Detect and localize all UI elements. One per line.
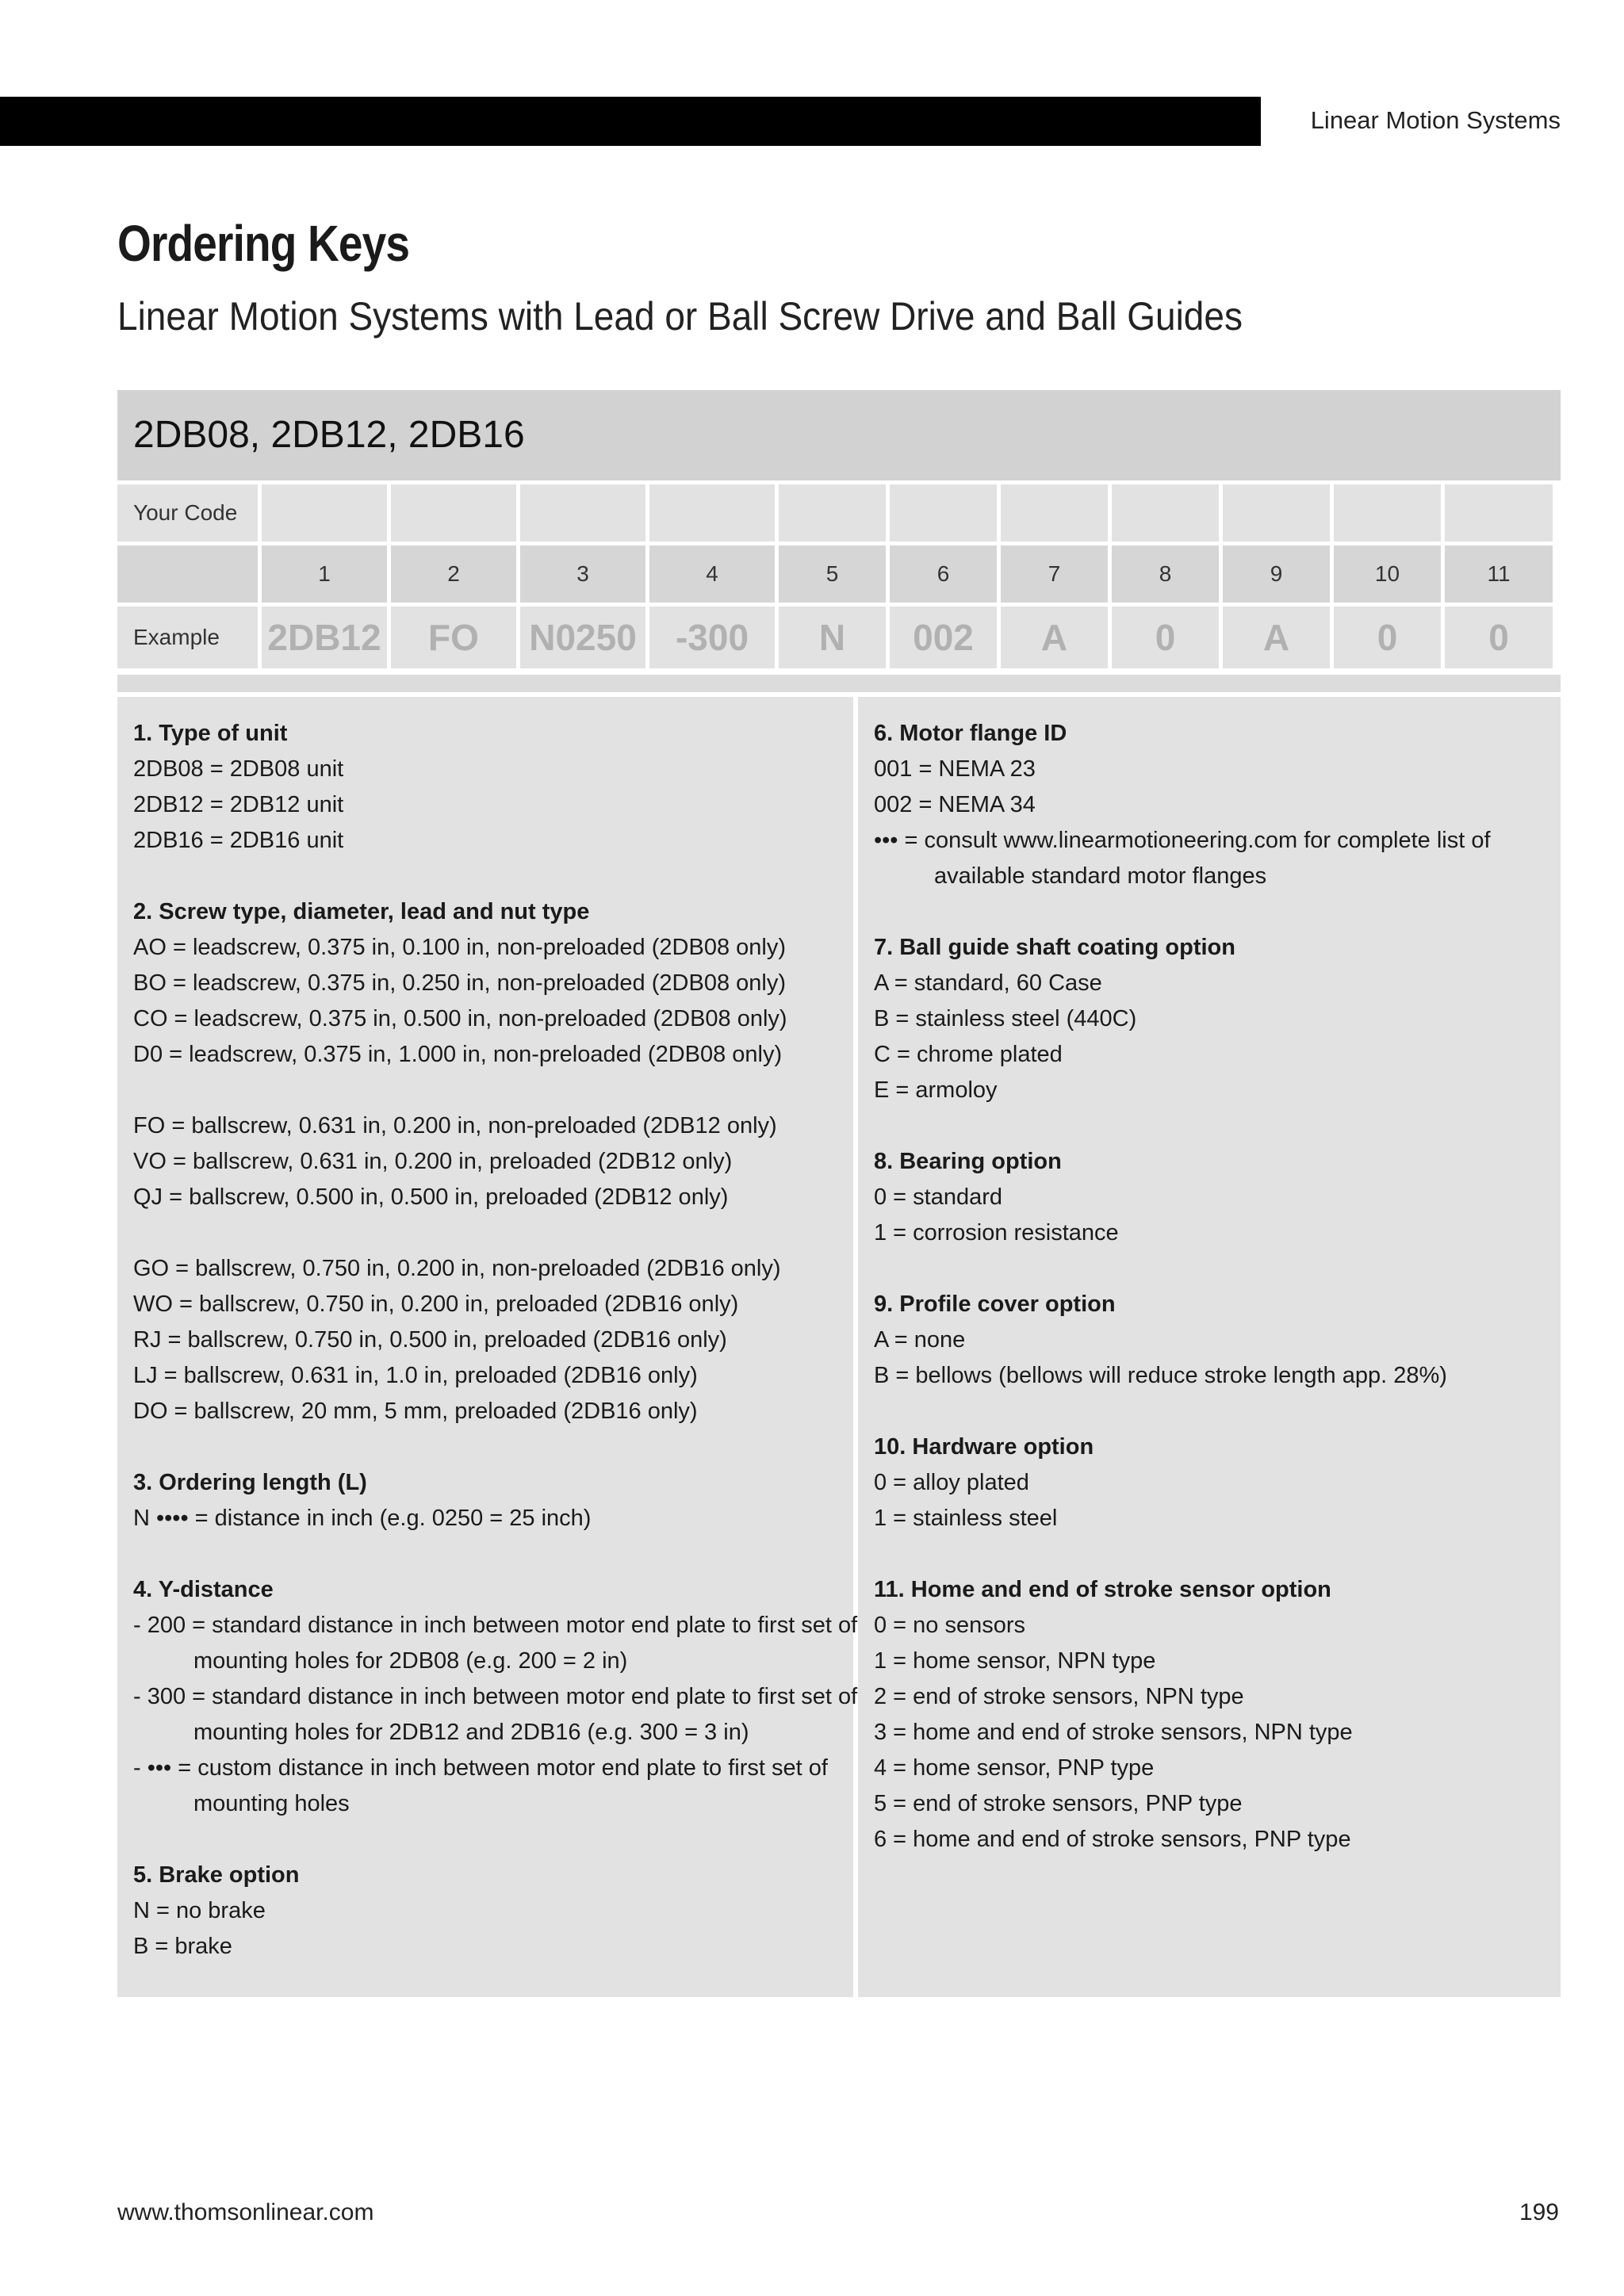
position-number: 3	[520, 545, 645, 603]
option-line: 0 = no sensors	[874, 1613, 1026, 1638]
option-line: B = stainless steel (440C)	[874, 1006, 1137, 1031]
example-code-value: FO	[391, 607, 516, 668]
key-section	[874, 1144, 1546, 1251]
option-line: 002 = NEMA 34	[874, 792, 1036, 817]
option-line: A = none	[874, 1327, 966, 1353]
key-section	[874, 1429, 1546, 1536]
option-line: 1 = corrosion resistance	[874, 1220, 1119, 1246]
left-key-column	[117, 697, 858, 1997]
example-code-value: 0	[1334, 607, 1441, 668]
code-input-cell[interactable]	[1223, 484, 1330, 541]
key-section	[133, 894, 839, 1429]
option-line: LJ = ballscrew, 0.631 in, 1.0 in, preloaded (2DB16 only)	[133, 1363, 698, 1388]
position-number: 4	[649, 545, 775, 603]
code-input-cell[interactable]	[520, 484, 645, 541]
option-line: 2 = end of stroke sensors, NPN type	[874, 1684, 1244, 1709]
code-input-cell[interactable]	[262, 484, 387, 541]
option-line: C = chrome plated	[874, 1042, 1063, 1067]
code-input-cell[interactable]	[1001, 484, 1108, 541]
option-line: 0 = standard	[874, 1184, 1003, 1210]
key-section	[133, 1465, 839, 1536]
option-line: ••• = consult www.linearmotioneering.com for complete list of	[874, 828, 1491, 853]
option-line: E = armoloy	[874, 1077, 998, 1103]
example-code-value: 2DB12	[262, 607, 387, 668]
section-heading: 2. Screw type, diameter, lead and nut type	[133, 899, 590, 924]
page-title: Ordering Keys	[117, 215, 410, 272]
blank-line	[133, 1215, 839, 1251]
position-number: 2	[391, 545, 516, 603]
page-subtitle: Linear Motion Systems with Lead or Ball Screw Drive and Ball Guides	[117, 294, 1243, 339]
blank-line	[133, 1073, 839, 1108]
section-heading: 7. Ball guide shaft coating option	[874, 935, 1235, 960]
option-line-continued: mounting holes	[193, 1791, 350, 1816]
option-line: 1 = stainless steel	[874, 1506, 1058, 1531]
position-number: 1	[262, 545, 387, 603]
key-section	[874, 1287, 1546, 1394]
section-heading: 9. Profile cover option	[874, 1292, 1116, 1317]
position-number: 5	[779, 545, 886, 603]
position-number-row	[117, 545, 1561, 603]
option-line: A = standard, 60 Case	[874, 970, 1102, 996]
example-code-value: 0	[1112, 607, 1219, 668]
key-section	[874, 1572, 1546, 1858]
option-line: AO = leadscrew, 0.375 in, 0.100 in, non-preloaded (2DB08 only)	[133, 935, 786, 960]
option-line-continued: mounting holes for 2DB08 (e.g. 200 = 2 in)	[193, 1648, 628, 1674]
option-line: - 300 = standard distance in inch between motor end plate to first set of	[133, 1684, 858, 1709]
code-input-cell[interactable]	[391, 484, 516, 541]
option-line: 001 = NEMA 23	[874, 756, 1036, 782]
section-heading: 6. Motor flange ID	[874, 721, 1067, 746]
example-code-value: N0250	[520, 607, 645, 668]
product-codes-title: 2DB08, 2DB12, 2DB16	[117, 390, 1561, 480]
example-code-value: A	[1001, 607, 1108, 668]
page-number: 199	[1519, 2199, 1559, 2225]
option-line: VO = ballscrew, 0.631 in, 0.200 in, preloaded (2DB12 only)	[133, 1149, 733, 1174]
position-number: 9	[1223, 545, 1330, 603]
section-heading: 1. Type of unit	[133, 721, 288, 746]
option-line: QJ = ballscrew, 0.500 in, 0.500 in, preloaded (2DB12 only)	[133, 1184, 729, 1210]
section-heading: 4. Y-distance	[133, 1577, 274, 1602]
option-line-continued: available standard motor flanges	[934, 863, 1267, 889]
key-section	[133, 1858, 839, 1965]
option-line: BO = leadscrew, 0.375 in, 0.250 in, non-preloaded (2DB08 only)	[133, 970, 786, 996]
option-line-continued: mounting holes for 2DB12 and 2DB16 (e.g. 300 = 3 in)	[193, 1720, 749, 1745]
option-line: N •••• = distance in inch (e.g. 0250 = 25 inch)	[133, 1506, 592, 1531]
separator-strip	[117, 675, 1561, 692]
example-code-value: N	[779, 607, 886, 668]
section-heading: 5. Brake option	[133, 1862, 300, 1888]
position-number: 8	[1112, 545, 1219, 603]
example-label: Example	[117, 607, 258, 668]
option-line: B = brake	[133, 1934, 232, 1959]
position-number: 10	[1334, 545, 1441, 603]
example-code-value: 002	[890, 607, 997, 668]
your-code-row	[117, 484, 1561, 541]
option-line: 6 = home and end of stroke sensors, PNP type	[874, 1827, 1351, 1852]
option-line: 4 = home sensor, PNP type	[874, 1755, 1155, 1781]
position-number: 11	[1445, 545, 1553, 603]
position-number: 7	[1001, 545, 1108, 603]
example-code-value: A	[1223, 607, 1330, 668]
section-heading: 11. Home and end of stroke sensor option	[874, 1577, 1331, 1602]
section-heading: 3. Ordering length (L)	[133, 1470, 367, 1495]
key-description-columns	[117, 697, 1561, 1997]
header-bar	[0, 97, 1261, 146]
header-section-label: Linear Motion Systems	[1310, 106, 1561, 134]
option-line: 1 = home sensor, NPN type	[874, 1648, 1156, 1674]
position-blank-cell	[117, 545, 258, 603]
code-input-cell[interactable]	[779, 484, 886, 541]
example-code-value: -300	[649, 607, 775, 668]
key-section	[874, 930, 1546, 1108]
key-section	[133, 716, 839, 859]
option-line: - ••• = custom distance in inch between motor end plate to first set of	[133, 1755, 828, 1781]
code-input-cell[interactable]	[649, 484, 775, 541]
position-number: 6	[890, 545, 997, 603]
code-input-cell[interactable]	[1334, 484, 1441, 541]
code-input-cell[interactable]	[890, 484, 997, 541]
example-row	[117, 607, 1561, 668]
option-line: RJ = ballscrew, 0.750 in, 0.500 in, preloaded (2DB16 only)	[133, 1327, 727, 1353]
option-line: B = bellows (bellows will reduce stroke length app. 28%)	[874, 1363, 1447, 1388]
section-heading: 10. Hardware option	[874, 1434, 1094, 1460]
option-line: DO = ballscrew, 20 mm, 5 mm, preloaded (2DB16 only)	[133, 1399, 698, 1424]
right-key-column	[858, 697, 1561, 1997]
option-line: FO = ballscrew, 0.631 in, 0.200 in, non-preloaded (2DB12 only)	[133, 1113, 777, 1138]
option-line: 2DB08 = 2DB08 unit	[133, 756, 344, 782]
option-line: 3 = home and end of stroke sensors, NPN type	[874, 1720, 1353, 1745]
key-section	[133, 1572, 858, 1822]
option-line: WO = ballscrew, 0.750 in, 0.200 in, preloaded (2DB16 only)	[133, 1292, 739, 1317]
option-line: 2DB12 = 2DB12 unit	[133, 792, 344, 817]
code-input-cell[interactable]	[1112, 484, 1219, 541]
option-line: GO = ballscrew, 0.750 in, 0.200 in, non-preloaded (2DB16 only)	[133, 1256, 781, 1281]
code-input-cell[interactable]	[1445, 484, 1553, 541]
your-code-label: Your Code	[117, 484, 258, 541]
option-line: CO = leadscrew, 0.375 in, 0.500 in, non-preloaded (2DB08 only)	[133, 1006, 787, 1031]
option-line: 2DB16 = 2DB16 unit	[133, 828, 344, 853]
ordering-key-box	[117, 390, 1561, 1997]
example-code-value: 0	[1445, 607, 1553, 668]
section-heading: 8. Bearing option	[874, 1149, 1062, 1174]
option-line: N = no brake	[133, 1898, 266, 1923]
option-line: 5 = end of stroke sensors, PNP type	[874, 1791, 1243, 1816]
key-section	[874, 716, 1546, 894]
footer-url: www.thomsonlinear.com	[117, 2199, 374, 2225]
option-line: - 200 = standard distance in inch between motor end plate to first set of	[133, 1613, 858, 1638]
option-line: D0 = leadscrew, 0.375 in, 1.000 in, non-preloaded (2DB08 only)	[133, 1042, 783, 1067]
option-line: 0 = alloy plated	[874, 1470, 1029, 1495]
